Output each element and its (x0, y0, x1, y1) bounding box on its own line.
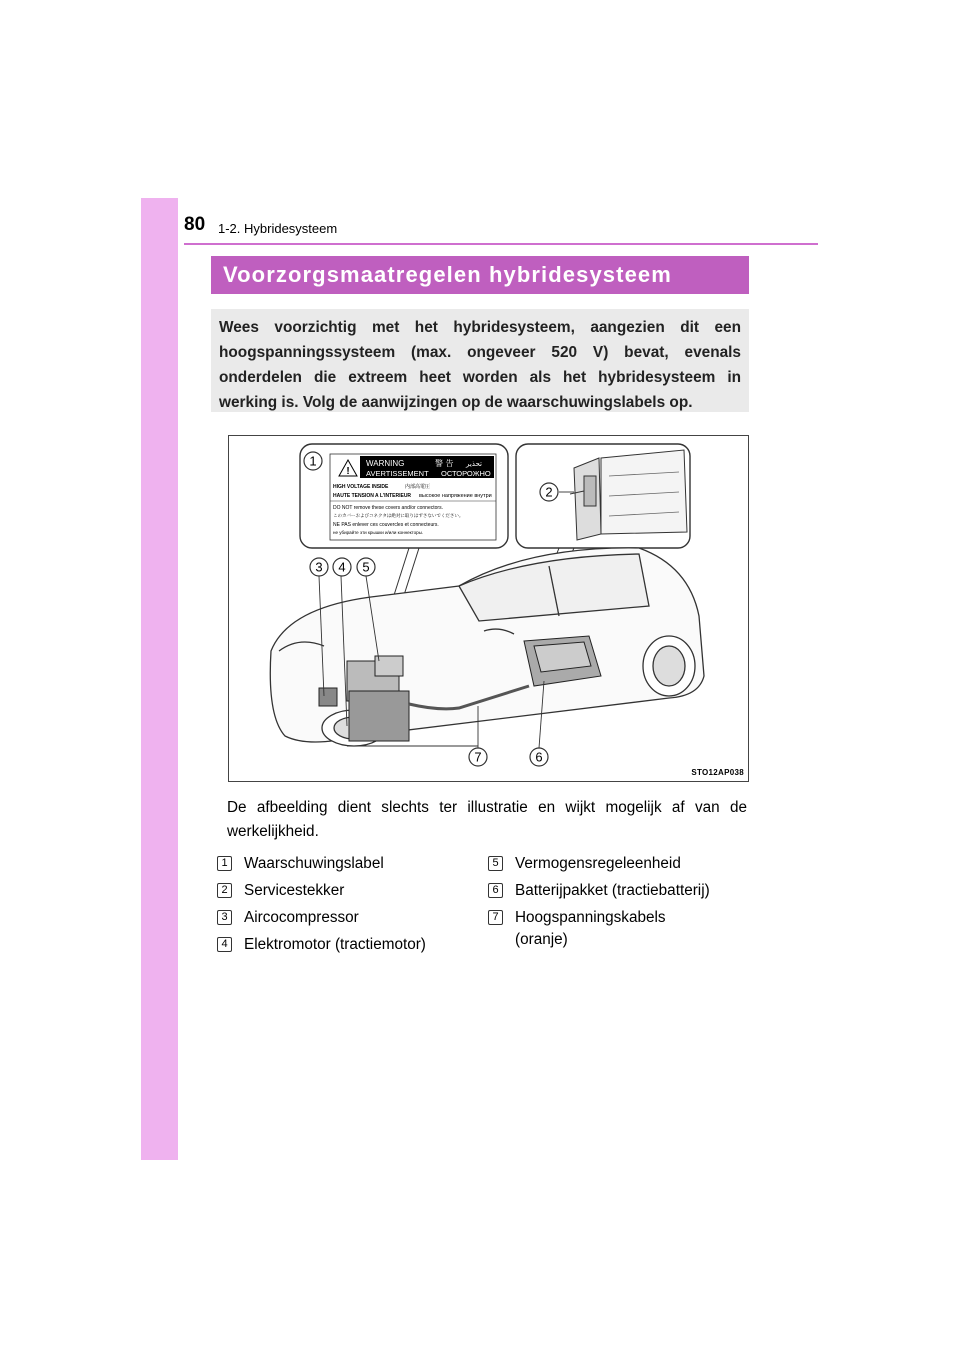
legend-label: Vermogensregeleenheid (515, 855, 681, 872)
warning-label-text-3-jp: 内部高電圧 (405, 484, 431, 490)
legend-number: 2 (217, 883, 232, 898)
page-number: 80 (184, 214, 206, 235)
warning-label-text-2-ru: ОСТОРОЖНО (441, 469, 491, 478)
svg-text:6: 6 (535, 749, 543, 765)
legend-label: Servicestekker (244, 882, 345, 899)
legend-label: Batterijpakket (tractiebatterij) (515, 882, 710, 899)
legend-label: Hoogspanningskabels (oranje) (515, 909, 666, 948)
callout-2 (540, 483, 558, 501)
svg-text:4: 4 (338, 559, 346, 575)
legend-number: 6 (488, 883, 503, 898)
car-illustration (229, 436, 748, 781)
section-reference: 1-2. Hybridesysteem (218, 221, 338, 236)
svg-text:7: 7 (474, 749, 482, 765)
warning-label-text-2: AVERTISSEMENT (366, 469, 429, 478)
warning-label-text-5: DO NOT remove these covers and/or connectors. (333, 505, 443, 511)
hybrid-system-figure (228, 435, 749, 782)
figure-code: STO12AP038 (691, 768, 744, 777)
intro-box: Wees voorzichtig met het hybridesysteem, aangezien dit een hoogspanningssysteem (max. ongeveer 520 V) bevat, evenals onderdelen die extreem heet worden als het hybridesysteem in werking is. Volg de aanwijzingen op de waarschuwingslabels op. (211, 309, 749, 412)
legend-number: 4 (217, 937, 232, 952)
svg-text:5: 5 (362, 559, 370, 575)
svg-text:3: 3 (315, 559, 323, 575)
warning-label-inset (300, 444, 508, 548)
callout-5 (357, 558, 375, 576)
warning-label-text-1-ar: تحذير (466, 460, 482, 468)
section-title: Voorzorgsmaatregelen hybridesysteem (211, 256, 749, 294)
callout-3 (310, 558, 328, 576)
warning-label-text-8: не убирайте эти крышки и/или коннекторы. (333, 530, 424, 535)
legend-number: 7 (488, 910, 503, 925)
callout-1 (304, 452, 322, 470)
legend-number: 3 (217, 910, 232, 925)
legend-number: 5 (488, 856, 503, 871)
legend-number: 1 (217, 856, 232, 871)
warning-label-text-1: WARNING (366, 459, 405, 468)
warning-label-text-4-ru: высокое напряжение внутри (419, 493, 492, 499)
callout-6 (530, 748, 548, 766)
callout-7 (469, 748, 487, 766)
callout-4 (333, 558, 351, 576)
warning-label-text-7: NE PAS enlever ces couvercles et connecteurs. (333, 522, 439, 528)
figure-caption: De afbeelding dient slechts ter illustratie en wijkt mogelijk af van de werkelijkheid. (227, 799, 747, 840)
legend-label: Aircocompressor (244, 909, 359, 926)
svg-text:1: 1 (309, 453, 317, 469)
header-rule (184, 243, 818, 245)
svg-text:!: ! (346, 466, 350, 477)
warning-label-text-6: このカバーおよびコネクタは絶対に取りはずさないでください。 (333, 514, 464, 519)
warning-label-text-1-jp: 警 告 (435, 459, 454, 468)
car-body (270, 548, 704, 746)
legend-label: Waarschuwingslabel (244, 855, 384, 872)
svg-text:2: 2 (545, 484, 553, 500)
warning-label-text-4: HAUTE TENSION A L'INTERIEUR (333, 493, 412, 499)
legend-label: Elektromotor (tractiemotor) (244, 936, 426, 953)
side-band (141, 198, 178, 1160)
warning-label-text-3: HIGH VOLTAGE INSIDE (333, 484, 389, 490)
